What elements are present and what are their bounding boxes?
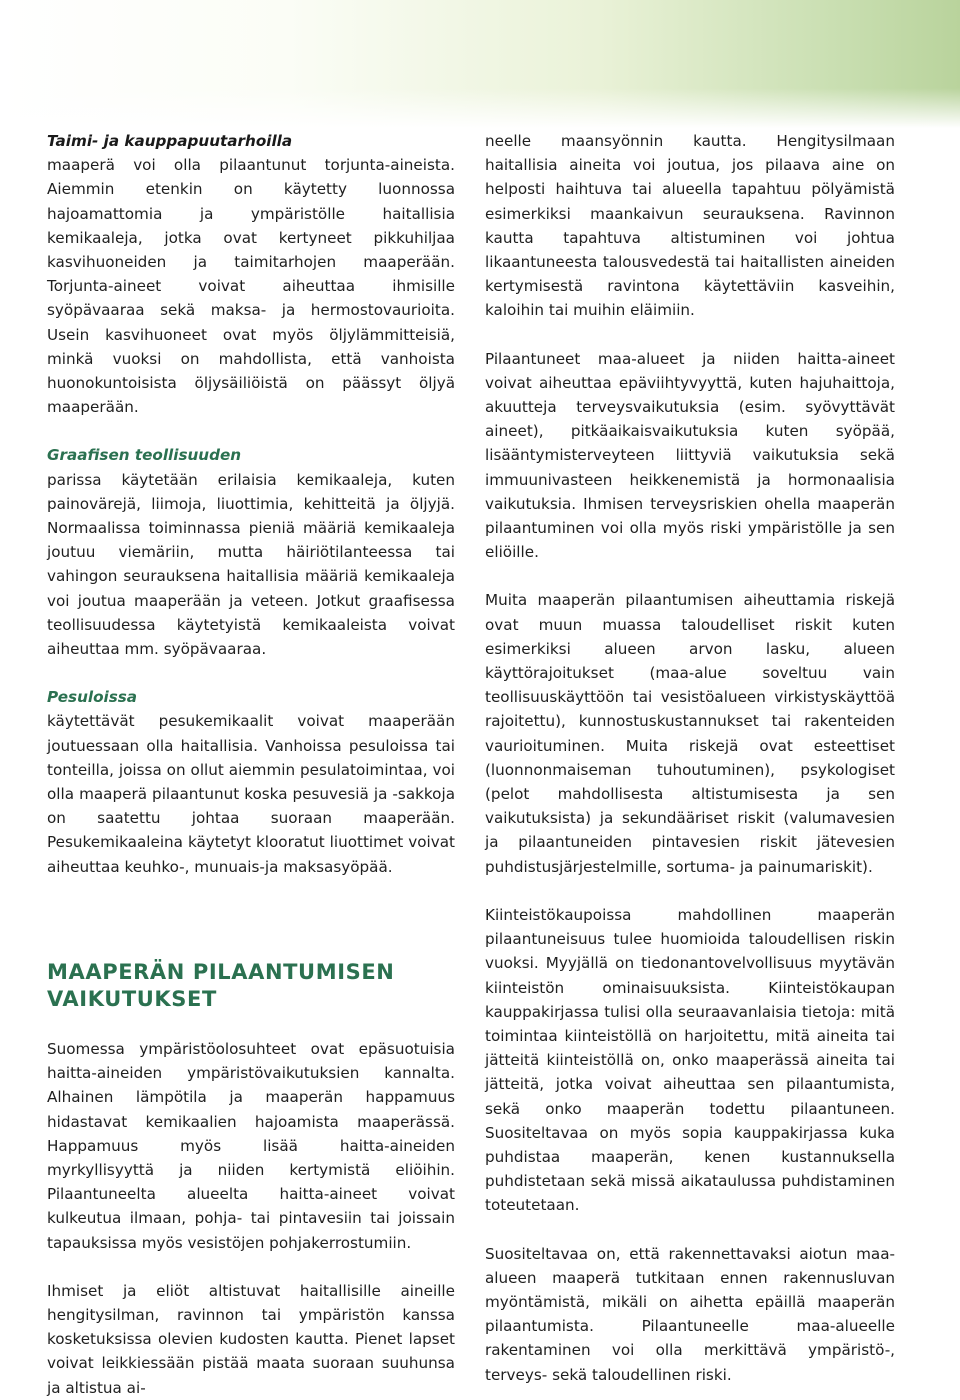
paragraph-recommendation: Suositeltavaa on, että rakennettavaksi aiotun maa-alueen maaperä tutkitaan ennen rakennusluvan myöntämistä, mikäli on aihetta epäillä maaperän pilaantumista. Pilaantuneelle maa-alueelle rakentaminen voi olla merkittävä ympäristö-, terveys- sekä taloudellinen riski. [485, 1244, 895, 1384]
paragraph-other-risks: Muita maaperän pilaantumisen aiheuttamia riskejä ovat muun muassa taloudelliset riskit kuten esimerkiksi alueen arvon lasku, alueen käyttörajoitukset (maa-alue soveltuu vain teollisuuskäyttöön tai vesistöalueen virkistyskäyttöä rajoitettu), kunnostuskustannukset tai rakenteiden vaurioituminen. Muita riskejä ovat esteettiset (luonnonmaiseman tuhoutuminen), psykologiset (pelot mahdollisesta altistumisesta ja sen vaikutuksista) ja sekundääriset riskit (valumavesien ja pilaantuneiden pintavesien riskit jätevesien puhdistusjärjestelmille, sortuma- ja painumariskit). [485, 591, 895, 876]
page-title-line-2: VAIKUTUKSET [47, 986, 217, 1011]
right-column [485, 129, 895, 1387]
left-column [47, 129, 455, 1400]
paragraph-environment-conditions: Suomessa ympäristöolosuhteet ovat epäsuotuisia haitta-aineiden ympäristövaikutuksien kannalta. Alhainen lämpötila ja maaperän happamuus hidastavat kemikaalien hajoamista maaperässä. Happamuus myös lisää haitta-aineiden myrkyllisyyttä ja niiden kertymistä eliöihin. Pilaantuneelta alueelta haitta-aineet voivat kulkeutua ilmaan, pohja- tai pintavesiin tai joissain tapauksissa myös vesistöjen pohjakerrostumiin. [47, 1039, 455, 1252]
section-heading-laundries: Pesuloissa [47, 688, 138, 707]
paragraph-health-effects: Pilaantuneet maa-alueet ja niiden haitta-aineet voivat aiheuttaa epäviihtyvyyttä, kuten hajuhaittoja, akuutteja terveysvaikutuksia (esim. syövyttävät aineet), pitkäaikaisvaikutuksia kuten syöpää, lisääntymisterveyteen liittyviä vaikutuksia sekä immuunivasteen heikkenemistä ja hormonaalisia vaikutuksia. Ihmisen terveysriskien ohella maaperän pilaantuminen voi olla myös riski ympäristölle ja sen eliöille. [485, 349, 895, 562]
paragraph-laundries: käytettävät pesukemikaalit voivat maaperään joutuessaan olla haitallisia. Vanhoissa pesuloissa tai tonteilla, joissa on ollut aiemmin pesulatoimintaa, voi olla maaperä pilaantunut koska pesuvesiä ja -sakkoja on saatettu johtaa suoraan maaperään. Pesukemikaaleina käytetyt klooratut liuottimet voivat aiheuttaa keuhko-, munuais-ja maksasyöpää. [47, 712, 455, 876]
section-heading-graphic-industry: Graafisen teollisuuden [47, 446, 242, 465]
paragraph-graphic-industry: parissa käytetään erilaisia kemikaaleja, kuten painovärejä, liimoja, liuottimia, kehitteitä ja öljyjä. Normaalissa toiminnassa pieniä määriä kemikaaleja joutuu viemäriin, mutta häiriötilanteessa tai vahingon seurauksena haitallisia määriä kemikaaleja voi joutua maaperään ja veteen. Jotkut graafisessa teollisuudessa käytetyistä kemikaaleista voivat aiheuttaa mm. syöpävaaraa. [47, 470, 455, 659]
decorative-top-gradient [0, 0, 960, 128]
page-title-line-1: MAAPERÄN PILAANTUMISEN [47, 959, 395, 984]
section-heading-nurseries: Taimi- ja kauppapuutarhoilla [47, 132, 293, 150]
paragraph-exposure-continued: neelle maansyönnin kautta. Hengitysilmaan haitallisia aineita voi joutua, jos pilaava aine on helposti haihtuva tai alueella tapahtuu pölyämistä esimerkiksi maankaivun seurauksena. Ravinnon kautta tapahtuva altistuminen voi johtua likaantuneesta talousvedestä tai haitallisten aineiden kertymisestä ravintona käytettäviin kasveihin, kaloihin tai muihin eläimiin. [485, 132, 895, 320]
paragraph-nurseries: maaperä voi olla pilaantunut torjunta-aineista. Aiemmin etenkin on käytetty luonnossa hajoamattomia ja ympäristölle haitallisia kemikaaleja, jotka ovat kertyneet pikkuhiljaa kasvihuoneiden ja taimitarhojen maaperään. Torjunta-aineet voivat aiheuttaa ihmisille syöpävaaraa sekä maksa- ja hermostovaurioita. Usein kasvihuoneet ovat myös öljylämmitteisiä, minkä vuoksi on mahdollista, että vanhoista huonokuntoisista öljysäiliöistä on päässyt öljyä maaperään. [47, 156, 455, 417]
paragraph-real-estate: Kiinteistökaupoissa mahdollinen maaperän pilaantuneisuus tulee huomioida taloudellisen riskin vuoksi. Myyjällä on tiedonantovelvollisuus myytävän kiinteistön ominaisuuksista. Kiinteistökaupan kauppakirjassa tulisi olla seuraavanlaisia tietoja: mitä toimintaa kiinteistöllä on harjoitettu, mitä aineita tai jätteitä kiinteistöllä on, onko maaperässä aineita tai jätteitä, jotka voivat aiheuttaa sen pilaantumista, sekä onko maaperän todettu pilaantuneen. Suositeltavaa on myös sopia kauppakirjassa kuka puhdistaa maaperän, kenen kustannuksella puhdistetaan sekä missä aikataulussa puhdistaminen toteutetaan. [485, 905, 895, 1215]
paragraph-exposure: Ihmiset ja eliöt altistuvat haitallisille aineille hengitysilman, ravinnon tai ympäristön kanssa kosketuksissa olevien kudosten kautta. Pienet lapset voivat leikkiessään pistää maata suoraan suuhunsa ja altistua ai- [47, 1281, 455, 1397]
